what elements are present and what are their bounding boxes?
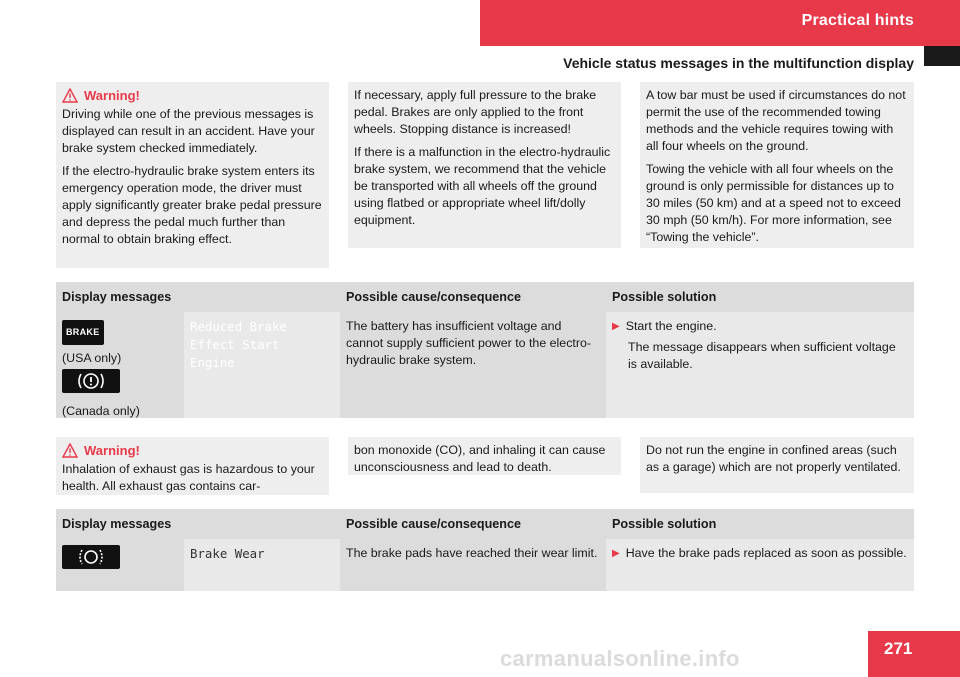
table-header bbox=[56, 282, 914, 312]
info-paragraph: Towing the vehicle with all four wheels on the ground is only permissible for distances up to 30 miles (50 km) and at a speed not to exceed 30 mph (50 km/h). For more information, see “Towing the vehicle”. bbox=[646, 162, 901, 244]
info-paragraph: If necessary, apply full pressure to the brake pedal. Brakes are only applied to the front wheels. Stopping distance is increased! bbox=[354, 88, 597, 136]
arrow-right-icon: ▶ bbox=[612, 548, 620, 559]
status-table-brake-wear bbox=[56, 509, 914, 591]
usa-label: (USA only) bbox=[62, 351, 122, 365]
solution-text: Have the brake pads replaced as soon as possible. bbox=[625, 546, 907, 560]
table-row bbox=[56, 539, 914, 591]
brake-warning-icon: BRAKE bbox=[62, 320, 104, 345]
page-number: 271 bbox=[868, 631, 960, 677]
col-cause: Possible cause/consequence bbox=[346, 290, 521, 304]
info-paragraph: A tow bar must be used if circumstances do not permit the use of the recommended towing methods and the vehicle requires towing with all four wheels on the ground. bbox=[646, 88, 906, 153]
col-display-messages: Display messages bbox=[62, 290, 172, 304]
solution-cell bbox=[606, 312, 914, 418]
warning-label: Warning! bbox=[84, 88, 140, 103]
display-message-text: Brake Wear bbox=[190, 546, 265, 561]
warning-triangle-icon bbox=[62, 88, 78, 103]
icon-cell bbox=[56, 312, 184, 418]
warning-box-brakes bbox=[56, 82, 329, 268]
table-header bbox=[56, 509, 914, 539]
info-box-brake-pressure bbox=[348, 82, 621, 248]
cause-text: The battery has insufficient voltage and cannot supply sufficient power to the electro-hydraulic brake system. bbox=[346, 319, 591, 367]
section-title: Practical hints bbox=[801, 12, 914, 29]
col-solution: Possible solution bbox=[612, 290, 717, 304]
solution-item bbox=[612, 318, 908, 335]
icon-cell bbox=[56, 539, 184, 591]
message-cell bbox=[184, 539, 340, 591]
info-box-ventilation bbox=[640, 437, 914, 493]
message-cell bbox=[184, 312, 340, 418]
cause-cell bbox=[340, 312, 606, 418]
warning-label: Warning! bbox=[84, 443, 140, 458]
info-paragraph: If there is a malfunction in the electro-hydraulic brake system, we recommend that the vehicle be transported with all wheels off the ground using flatbed or appropriate wheel lift/dolly equipment. bbox=[354, 145, 611, 227]
warning-paragraph: Inhalation of exhaust gas is hazardous to your health. All exhaust gas contains car- bbox=[62, 462, 315, 493]
canada-label: (Canada only) bbox=[62, 404, 140, 418]
table-row bbox=[56, 312, 914, 418]
warning-triangle-icon bbox=[62, 443, 78, 458]
warning-paragraph: Driving while one of the previous messages is displayed can result in an accident. Have your brake system checked immediately. bbox=[62, 107, 315, 155]
cause-cell bbox=[340, 539, 606, 591]
solution-item bbox=[612, 545, 908, 562]
col-solution: Possible solution bbox=[612, 517, 717, 531]
col-display-messages: Display messages bbox=[62, 517, 172, 531]
header-tab-marker bbox=[924, 46, 960, 66]
info-box-towing bbox=[640, 82, 914, 248]
page-subtitle: Vehicle status messages in the multifunction display bbox=[563, 55, 914, 71]
solution-text: Start the engine. bbox=[625, 319, 717, 333]
warning-paragraph: If the electro-hydraulic brake system enters its emergency operation mode, the driver must apply significantly greater brake pedal pressure and depress the pedal much further than normal to obtain braking effect. bbox=[62, 164, 322, 246]
status-table-brake-effect bbox=[56, 282, 914, 418]
info-paragraph: bon monoxide (CO), and inhaling it can cause unconsciousness and lead to death. bbox=[354, 443, 606, 474]
arrow-right-icon: ▶ bbox=[612, 321, 620, 332]
warning-box-exhaust bbox=[56, 437, 329, 495]
col-cause: Possible cause/consequence bbox=[346, 517, 521, 531]
solution-note: The message disappears when sufficient voltage is available. bbox=[628, 340, 896, 371]
info-paragraph: Do not run the engine in confined areas (such as a garage) which are not properly ventilated. bbox=[646, 443, 901, 474]
info-box-carbon-monoxide bbox=[348, 437, 621, 475]
brake-warning-icon bbox=[62, 369, 120, 393]
watermark-text: carmanualsonline.info bbox=[500, 646, 740, 671]
warning-heading bbox=[62, 442, 323, 459]
solution-cell bbox=[606, 539, 914, 591]
warning-heading bbox=[62, 87, 323, 104]
cause-text: The brake pads have reached their wear limit. bbox=[346, 546, 598, 560]
display-message-text: Reduced Brake Effect Start Engine bbox=[190, 319, 287, 370]
brake-wear-icon bbox=[62, 545, 120, 569]
